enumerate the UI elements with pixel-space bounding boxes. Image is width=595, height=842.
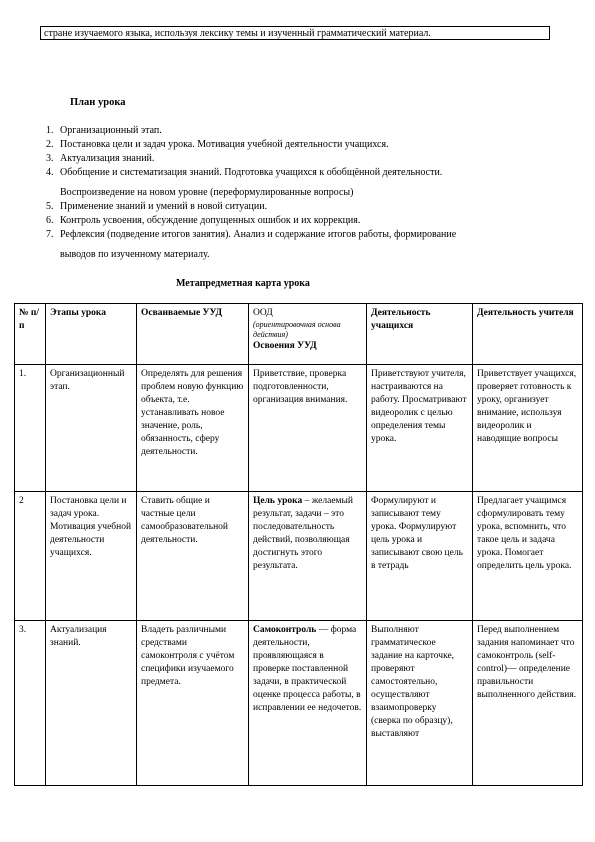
plan-item-note: Воспроизведение на новом уровне (переформулированные вопросы) [60, 187, 354, 198]
header-stage: Этапы урока [46, 304, 137, 365]
row-ood: Самоконтроль — форма деятельности, проявляющаяся в проверке поставленной задачи, в практической оценке процесса работы, в исправлении ее недочетов. [249, 621, 367, 786]
plan-item: 4. Обобщение и систематизация знаний. Подготовка учащихся к обобщённой деятельности. [46, 167, 443, 178]
row-teacher: Перед выполнением задания напоминает что самоконтроль (self-control)— определение правильности выполненного действия. [473, 621, 583, 786]
row-students: Формулируют и записывают тему урока. Формулируют цель урока и записывают свою цель в тетрадь [367, 492, 473, 621]
plan-item: 1. Организационный этап. [46, 125, 162, 136]
row-stage: Актуализация знаний. [46, 621, 137, 786]
plan-list [46, 124, 566, 262]
plan-item-continuation: выводов по изученному материалу. [60, 249, 210, 260]
plan-title: План урока [70, 97, 126, 108]
row-stage: Организационный этап. [46, 365, 137, 492]
row-teacher: Приветствует учащихся, проверяет готовность к уроку, организует внимание, используя видеоролик и наводящие вопросы [473, 365, 583, 492]
table-header-row [15, 304, 583, 365]
header-teacher: Деятельность учителя [473, 304, 583, 365]
plan-item: 6. Контроль усвоения, обсуждение допущенных ошибок и их коррекция. [46, 215, 361, 226]
table-row [15, 365, 583, 492]
header-ood [249, 304, 367, 365]
row-teacher: Предлагает учащимся сформулировать тему урока, вспомнить, что такое цель и задача урока. Помогает определить цель урока. [473, 492, 583, 621]
row-ood: Приветствие, проверка подготовленности, организация внимания. [249, 365, 367, 492]
plan-item: 7. Рефлексия (подведение итогов занятия). Анализ и содержание итогов работы, формирование [46, 229, 457, 240]
table-row [15, 492, 583, 621]
header-students: Деятельность учащихся [367, 304, 473, 365]
row-uud: Определять для решения проблем новую функцию объекта, т.е. устанавливать новое значение, роль, обязанность, сферу деятельности. [137, 365, 249, 492]
row-num: 3. [15, 621, 46, 786]
row-students: Выполняют грамматическое задание на карточке, проверяют самостоятельно, осуществляют взаимопроверку (сверка по образцу), выставляют [367, 621, 473, 786]
plan-item: 2. Постановка цели и задач урока. Мотивация учебной деятельности учащихся. [46, 139, 389, 150]
plan-item: 3. Актуализация знаний. [46, 153, 155, 164]
previous-page-text-box [40, 26, 550, 40]
row-num: 2 [15, 492, 46, 621]
header-ood-sub: (ориентировочная основа действия) [253, 320, 341, 339]
table-row [15, 621, 583, 786]
top-line: стране изучаемого языка, используя лексику темы и изученный грамматический материал. [44, 28, 431, 39]
header-uud: Осваиваемые УУД [137, 304, 249, 365]
metasubject-map-table [14, 303, 583, 786]
header-num: № п/п [15, 304, 46, 365]
header-ood-main: ООД [253, 308, 273, 318]
row-uud: Ставить общие и частные цели самообразовательной деятельности. [137, 492, 249, 621]
row-students: Приветствуют учителя, настраиваются на работу. Просматривают видеоролик с целью определения темы урока. [367, 365, 473, 492]
row-ood: Цель урока – желаемый результат, задачи – это последовательность действий, позволяющая достигнуть этого результата. [249, 492, 367, 621]
header-ood-tail: Освоения УУД [253, 341, 317, 351]
row-stage: Постановка цели и задач урока. Мотивация учебной деятельности учащихся. [46, 492, 137, 621]
plan-item: 5. Применение знаний и умений в новой ситуации. [46, 201, 268, 212]
row-uud: Владеть различными средствами самоконтроля с учётом специфики изучаемого предмета. [137, 621, 249, 786]
row-num: 1. [15, 365, 46, 492]
map-title: Метапредметная карта урока [176, 278, 310, 289]
